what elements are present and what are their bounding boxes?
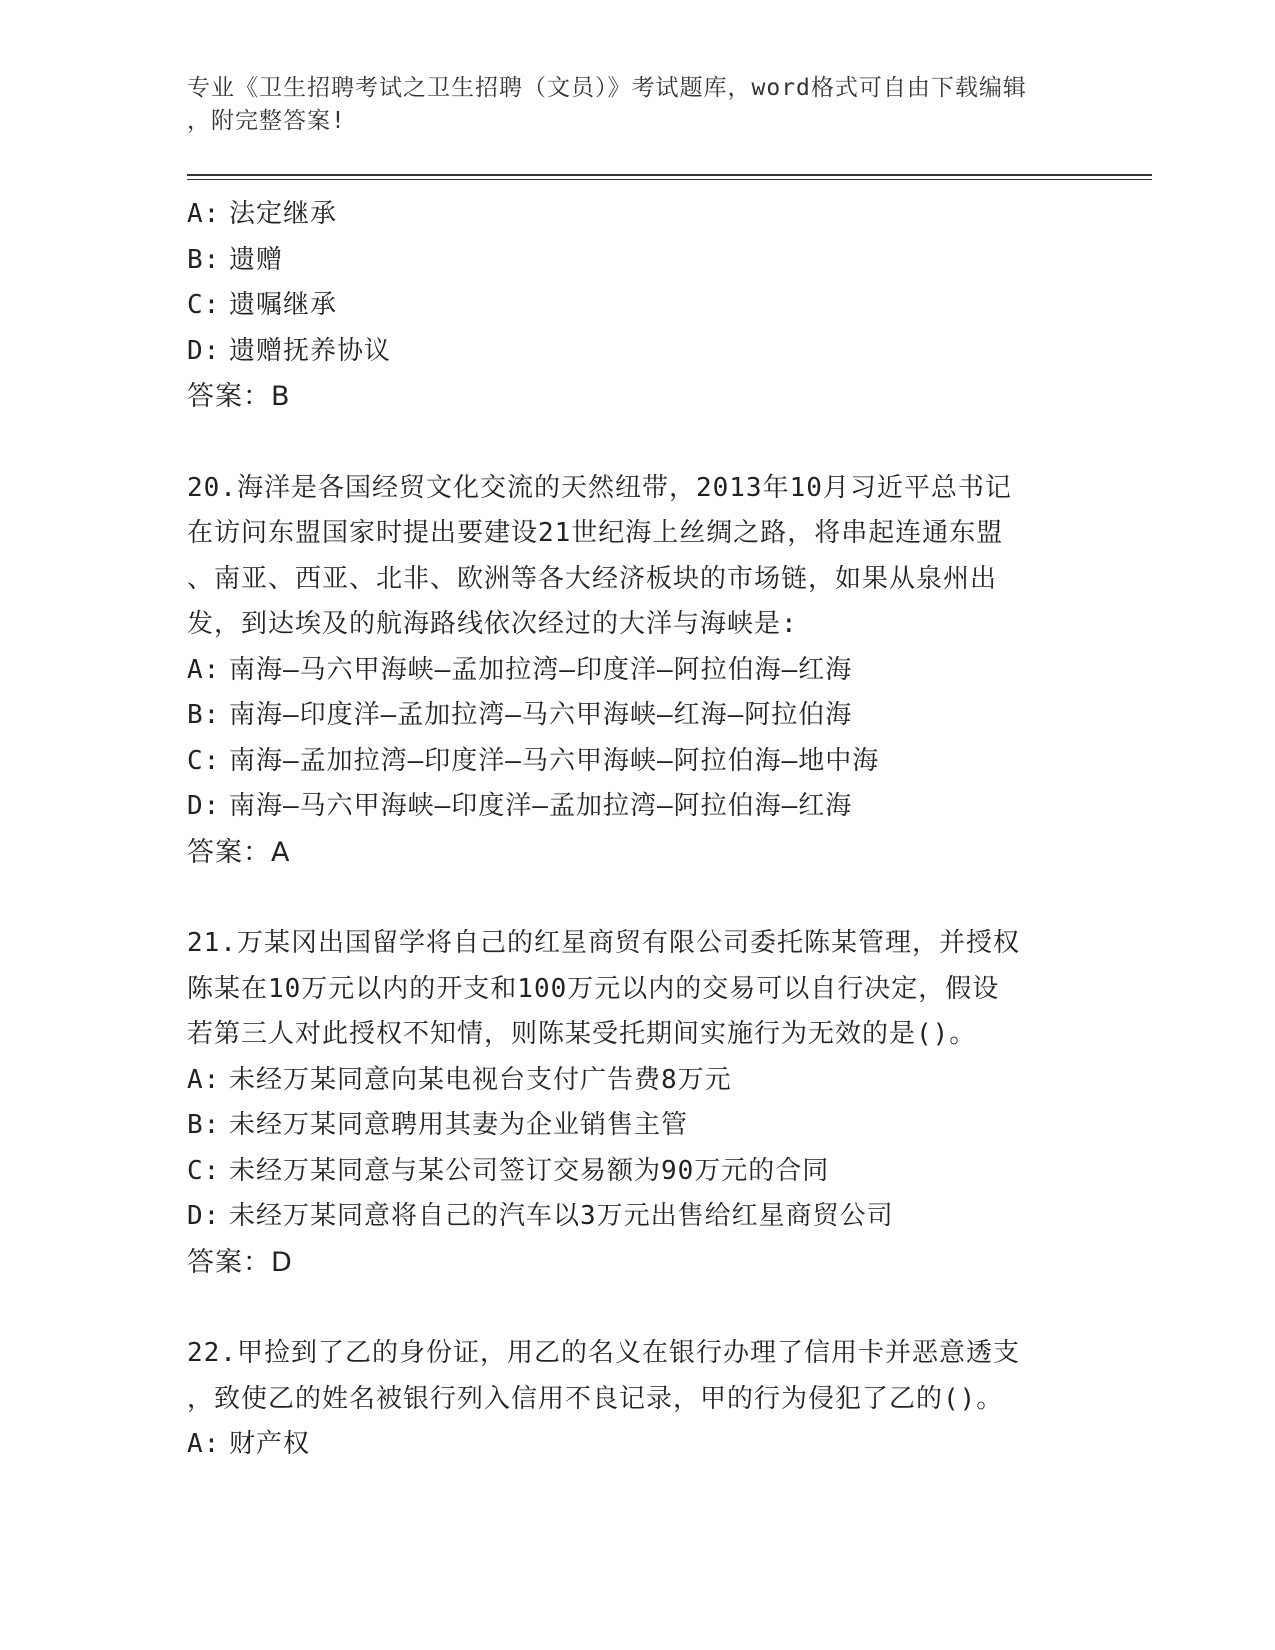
option-text: 财产权 <box>229 1429 311 1459</box>
option-key: B: <box>187 244 221 275</box>
spacer <box>187 875 1087 921</box>
option-text: 南海—印度洋—孟加拉湾—马六甲海峡—红海—阿拉伯海 <box>229 700 853 730</box>
option-key: D: <box>187 1201 221 1231</box>
option-text: 遗赠抚养协议 <box>229 335 392 366</box>
option-a <box>187 1058 1087 1104</box>
question-stem <box>187 1331 1087 1422</box>
option-key: C: <box>187 290 221 320</box>
stem-line: 陈某在10万元以内的开支和100万元以内的交易可以自行决定，假设 <box>187 973 1000 1004</box>
option-d <box>187 1194 1087 1240</box>
stem-line: 发，到达埃及的航海路线依次经过的大洋与海峡是: <box>187 609 798 639</box>
answer: 答案：A <box>187 836 291 868</box>
option-text: 未经万某同意将自己的汽车以3万元出售给红星商贸公司 <box>229 1201 894 1231</box>
option-key: A: <box>187 1429 221 1459</box>
option-c <box>187 283 1087 329</box>
header-divider <box>187 174 1152 176</box>
option-key: B: <box>187 700 221 730</box>
option-key: B: <box>187 1110 221 1140</box>
option-key: C: <box>187 745 221 776</box>
option-key: A: <box>187 1064 221 1095</box>
question-stem <box>187 921 1087 1058</box>
option-key: C: <box>187 1155 221 1186</box>
option-text: 南海—马六甲海峡—孟加拉湾—印度洋—阿拉伯海—红海 <box>229 654 853 685</box>
option-c <box>187 739 1087 785</box>
question-20 <box>187 466 1087 876</box>
option-a <box>187 648 1087 694</box>
question-stem <box>187 466 1087 648</box>
stem-line: 21.万某冈出国留学将自己的红星商贸有限公司委托陈某管理，并授权 <box>187 928 1020 958</box>
stem-line: 20.海洋是各国经贸文化交流的天然纽带，2013年10月习近平总书记 <box>187 472 1012 503</box>
option-b <box>187 1103 1087 1149</box>
spacer <box>187 1285 1087 1331</box>
header-divider-thin <box>187 179 1152 180</box>
question-22 <box>187 1331 1087 1468</box>
question-21 <box>187 921 1087 1285</box>
answer: 答案：D <box>187 1246 293 1278</box>
option-text: 未经万某同意向某电视台支付广告费8万元 <box>229 1064 732 1095</box>
option-key: D: <box>187 791 221 821</box>
header-line-1: 专业《卫生招聘考试之卫生招聘（文员）》考试题库，word格式可自由下载编辑 <box>187 75 1027 101</box>
option-text: 未经万某同意聘用其妻为企业销售主管 <box>229 1110 689 1140</box>
option-a <box>187 192 1087 238</box>
option-text: 法定继承 <box>229 199 338 229</box>
option-a <box>187 1422 1087 1468</box>
page-header <box>187 72 1067 138</box>
spacer <box>187 420 1087 466</box>
option-text: 遗赠 <box>229 244 284 275</box>
option-text: 南海—孟加拉湾—印度洋—马六甲海峡—阿拉伯海—地中海 <box>229 745 880 776</box>
option-d <box>187 784 1087 830</box>
answer: 答案：B <box>187 381 291 412</box>
stem-line: 若第三人对此授权不知情，则陈某受托期间实施行为无效的是()。 <box>187 1019 977 1049</box>
stem-line: 在访问东盟国家时提出要建设21世纪海上丝绸之路，将串起连通东盟 <box>187 518 1004 548</box>
option-text: 遗嘱继承 <box>229 290 338 320</box>
option-key: A: <box>187 654 221 685</box>
option-text: 南海—马六甲海峡—印度洋—孟加拉湾—阿拉伯海—红海 <box>229 791 853 821</box>
option-b <box>187 238 1087 284</box>
option-key: D: <box>187 335 221 366</box>
option-text: 未经万某同意与某公司签订交易额为90万元的合同 <box>229 1155 830 1186</box>
stem-line: 、南亚、西亚、北非、欧洲等各大经济板块的市场链，如果从泉州出 <box>187 563 998 594</box>
stem-line: ，致使乙的姓名被银行列入信用不良记录，甲的行为侵犯了乙的()。 <box>187 1383 1004 1414</box>
stem-line: 22.甲捡到了乙的身份证，用乙的名义在银行办理了信用卡并恶意透支 <box>187 1338 1020 1368</box>
question-list <box>187 192 1087 1468</box>
header-line-2: ，附完整答案! <box>187 108 346 134</box>
option-key: A: <box>187 199 221 229</box>
question-19 <box>187 192 1087 420</box>
option-c <box>187 1149 1087 1195</box>
option-b <box>187 693 1087 739</box>
option-d <box>187 329 1087 375</box>
